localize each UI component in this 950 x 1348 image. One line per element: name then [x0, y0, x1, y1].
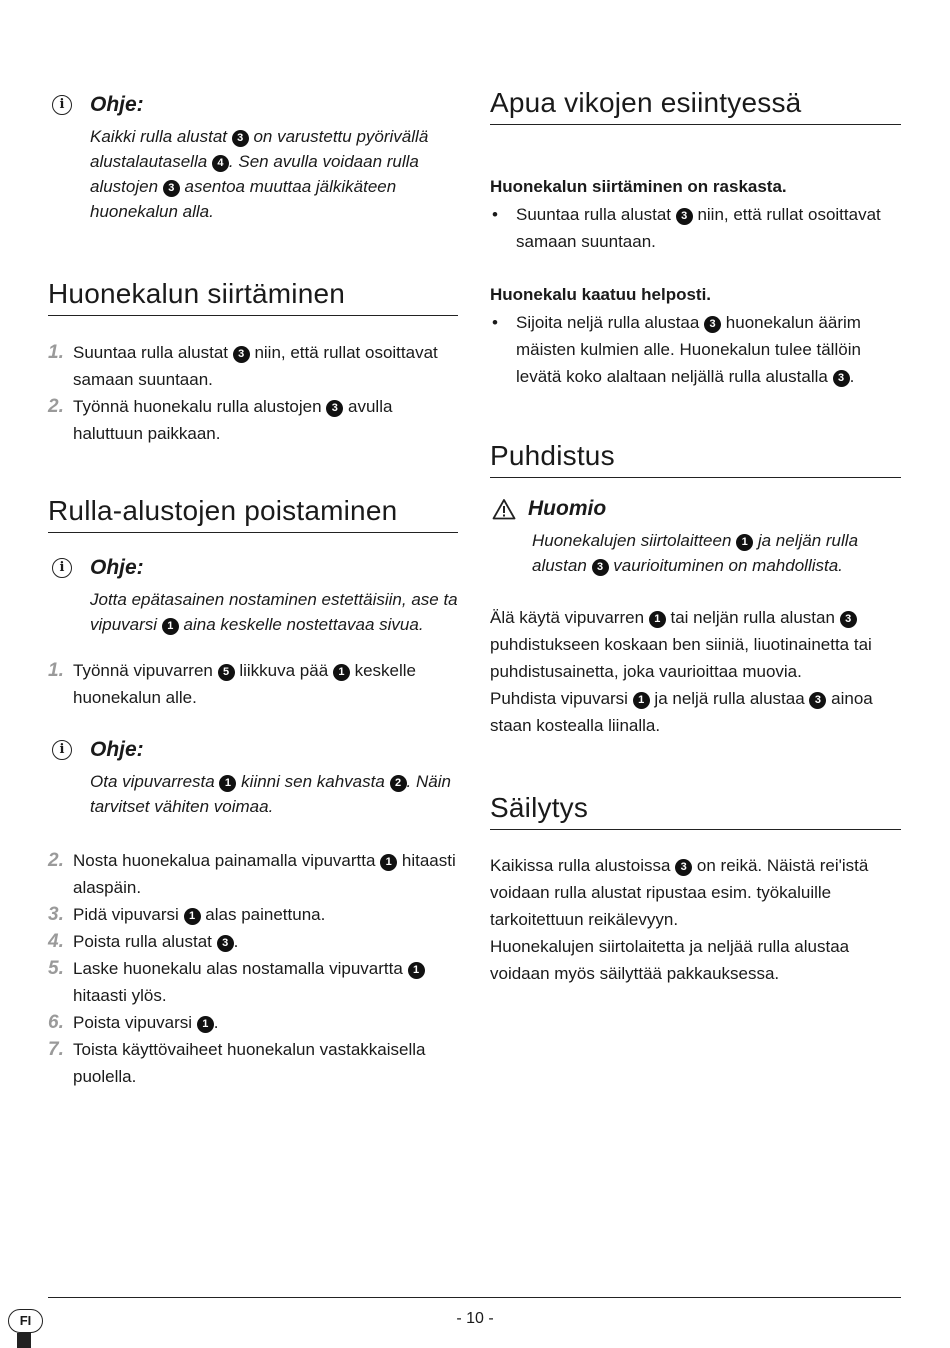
- footer-divider: [48, 1297, 901, 1298]
- step-text: [73, 397, 392, 443]
- text-run: ja neljän rulla alustan: [532, 531, 859, 575]
- text-run: hitaasti alaspäin.: [73, 851, 456, 897]
- text-run: vaurioituminen on mahdollista.: [608, 556, 843, 575]
- text-run: Nosta huonekalua painamalla vipuvartta: [73, 851, 381, 870]
- text-run: .: [213, 1013, 219, 1032]
- text-run: liikkuva pää: [234, 661, 333, 680]
- part-ref-badge: 1: [219, 775, 236, 792]
- text-run: niin, että rullat osoittavat samaan suuntaan.: [73, 343, 438, 389]
- language-badge: FI: [8, 1309, 43, 1333]
- note-text: [48, 124, 458, 224]
- step-item: [48, 393, 458, 447]
- text-run: Huonekalujen siirtolaitteen: [532, 531, 737, 550]
- text-run: Kaikissa rulla alustoissa: [490, 856, 676, 875]
- bullet-text: [516, 205, 881, 251]
- step-text: [73, 343, 438, 389]
- section-puhdistus: [490, 439, 901, 739]
- part-ref-badge: 4: [212, 155, 229, 172]
- text-run: .: [849, 367, 855, 386]
- info-icon: i: [52, 558, 72, 578]
- step-number: 5.: [48, 958, 64, 979]
- text-run: keskelle huonekalun alle.: [73, 661, 417, 707]
- step-item: [48, 928, 458, 955]
- text-run: Työnnä vipuvarren: [73, 661, 218, 680]
- step-list: [48, 847, 458, 1090]
- text-run: Suuntaa rulla alustat: [73, 343, 233, 362]
- text-run: Jotta epätasainen nostaminen estettäisiin, ase ta vipuvarsi: [90, 590, 458, 634]
- note-box: [48, 737, 458, 819]
- step-number: 2.: [48, 396, 64, 417]
- text-run: avulla haluttuun paikkaan.: [73, 397, 393, 443]
- step-text: [73, 932, 238, 951]
- step-number: 2.: [48, 850, 64, 871]
- text-run: Toista käyttövaiheet huonekalun vastakkaisella puolella.: [73, 1040, 426, 1086]
- section-title: Puhdistus: [490, 439, 901, 478]
- part-ref-badge: 1: [162, 618, 179, 635]
- note-text: [48, 769, 458, 819]
- text-run: Ota vipuvarresta: [90, 772, 220, 791]
- text-run: Puhdista vipuvarsi: [490, 689, 633, 708]
- note-box: [48, 555, 458, 637]
- part-ref-badge: 3: [163, 180, 180, 197]
- part-ref-badge: 1: [736, 534, 753, 551]
- text-run: tai neljän rulla alustan: [665, 608, 840, 627]
- text-run: Pidä vipuvarsi: [73, 905, 184, 924]
- text-run: Huonekalujen siirtolaitetta ja neljää rulla alustaa voidaan myös säilyttää pakkauksessa.: [490, 937, 850, 983]
- text-run: Älä käytä vipuvarren: [490, 608, 649, 627]
- part-ref-badge: 1: [333, 664, 350, 681]
- step-text: [73, 959, 425, 1005]
- step-number: 3.: [48, 904, 64, 925]
- text-run: ainoa staan kostealla liinalla.: [490, 689, 873, 735]
- step-number: 1.: [48, 342, 64, 363]
- part-ref-badge: 5: [218, 664, 235, 681]
- warning-text: [490, 528, 901, 578]
- text-run: Poista vipuvarsi: [73, 1013, 197, 1032]
- language-badge-bar: [17, 1333, 31, 1348]
- part-ref-badge: 3: [232, 130, 249, 147]
- text-run: asentoa muuttaa jälkikäteen huonekalun alla.: [90, 177, 397, 221]
- step-text: [73, 851, 456, 897]
- part-ref-badge: 3: [704, 316, 721, 333]
- section-sailytys: [490, 791, 901, 987]
- problem-heading: Huonekalun siirtäminen on raskasta.: [490, 177, 787, 196]
- section-title: Huonekalun siirtäminen: [48, 277, 458, 316]
- step-item: [48, 901, 458, 928]
- page-number: - 10 -: [456, 1310, 494, 1327]
- text-run: Suuntaa rulla alustat: [516, 205, 676, 224]
- step-item: [48, 1036, 458, 1090]
- part-ref-badge: 3: [833, 370, 850, 387]
- note-box: [48, 92, 458, 224]
- text-run: puhdistukseen koskaan ben siiniä, liuotinainetta tai puhdistusainetta, joka vaurioittaa muovia.: [490, 635, 872, 681]
- text-run: Sijoita neljä rulla alustaa: [516, 313, 705, 332]
- part-ref-badge: 2: [390, 775, 407, 792]
- text-run: hitaasti ylös.: [73, 986, 167, 1005]
- note-text: [48, 587, 458, 637]
- text-run: ja neljä rulla alustaa: [649, 689, 810, 708]
- paragraph: [490, 933, 901, 987]
- part-ref-badge: 3: [676, 208, 693, 225]
- step-text: [73, 1013, 219, 1032]
- section-title: Apua vikojen esiintyessä: [490, 86, 901, 125]
- text-run: .: [233, 932, 239, 951]
- text-run: huonekalun äärim mäisten kulmien alle. Huonekalun tulee tällöin levätä koko alaltaan neljällä rulla alustalla: [516, 313, 861, 386]
- section-poistaminen: [48, 494, 458, 1090]
- part-ref-badge: 3: [840, 611, 857, 628]
- bullet-text: [516, 313, 861, 386]
- step-number: 7.: [48, 1039, 64, 1060]
- note-title: Ohje:: [90, 738, 144, 761]
- part-ref-badge: 3: [592, 559, 609, 576]
- step-number: 4.: [48, 931, 64, 952]
- warning-heading: [490, 496, 901, 522]
- step-text: [73, 661, 416, 707]
- step-item: [48, 657, 458, 711]
- note-heading: [48, 737, 458, 763]
- paragraph: [490, 604, 901, 685]
- text-run: Poista rulla alustat: [73, 932, 217, 951]
- note-title: Ohje:: [90, 93, 144, 116]
- step-list: [48, 339, 458, 447]
- text-run: . Näin tarvitset vähiten voimaa.: [90, 772, 451, 816]
- text-run: on reikä. Näistä rei'istä voidaan rulla alustat ripustaa esim. työkaluille tarkoitettuun reikälevyyn.: [490, 856, 869, 929]
- step-text: [73, 1040, 426, 1086]
- warning-box: [490, 496, 901, 578]
- text-run: niin, että rullat osoittavat samaan suuntaan.: [516, 205, 881, 251]
- step-item: [48, 847, 458, 901]
- step-item: [48, 1009, 458, 1036]
- text-run: . Sen avulla voidaan rulla alustojen: [90, 152, 419, 196]
- part-ref-badge: 3: [326, 400, 343, 417]
- note-title: Ohje:: [90, 556, 144, 579]
- warning-title: Huomio: [528, 497, 607, 520]
- part-ref-badge: 1: [380, 854, 397, 871]
- text-run: Työnnä huonekalu rulla alustojen: [73, 397, 327, 416]
- section-vikojen: [490, 86, 901, 390]
- note-heading: [48, 92, 458, 118]
- part-ref-badge: 3: [675, 859, 692, 876]
- section-title: Säilytys: [490, 791, 901, 830]
- part-ref-badge: 1: [197, 1016, 214, 1033]
- step-item: [48, 339, 458, 393]
- warning-icon: [492, 498, 516, 520]
- problem-heading: Huonekalu kaatuu helposti.: [490, 285, 712, 304]
- section-title: Rulla-alustojen poistaminen: [48, 494, 458, 533]
- text-run: alas painettuna.: [200, 905, 326, 924]
- bullet-item: • Suuntaa rulla alustat 3 niin, että rullat osoittavat samaan suuntaan.: [492, 205, 881, 251]
- step-item: [48, 955, 458, 1009]
- text-run: on varustettu pyörivällä alustalautasella: [90, 127, 429, 171]
- text-run: aina keskelle nostettavaa sivua.: [178, 615, 424, 634]
- text-run: kiinni sen kahvasta: [236, 772, 390, 791]
- paragraph: [490, 685, 901, 739]
- part-ref-badge: 1: [633, 692, 650, 709]
- section-siirtaminen: [48, 277, 458, 447]
- bullet-item: • Sijoita neljä rulla alustaa 3 huonekalun äärim mäisten kulmien alle. Huonekalun tulee tällöin levätä koko alaltaan neljällä rulla alustalla 3 .: [492, 313, 861, 386]
- step-number: 1.: [48, 660, 64, 681]
- paragraph: [490, 852, 901, 933]
- part-ref-badge: 1: [649, 611, 666, 628]
- part-ref-badge: 3: [217, 935, 234, 952]
- step-text: [73, 905, 325, 924]
- part-ref-badge: 3: [233, 346, 250, 363]
- text-run: Laske huonekalu alas nostamalla vipuvartta: [73, 959, 408, 978]
- text-run: Kaikki rulla alustat: [90, 127, 232, 146]
- part-ref-badge: 3: [809, 692, 826, 709]
- info-icon: i: [52, 740, 72, 760]
- part-ref-badge: 1: [408, 962, 425, 979]
- note-heading: [48, 555, 458, 581]
- part-ref-badge: 1: [184, 908, 201, 925]
- info-icon: i: [52, 95, 72, 115]
- step-number: 6.: [48, 1012, 64, 1033]
